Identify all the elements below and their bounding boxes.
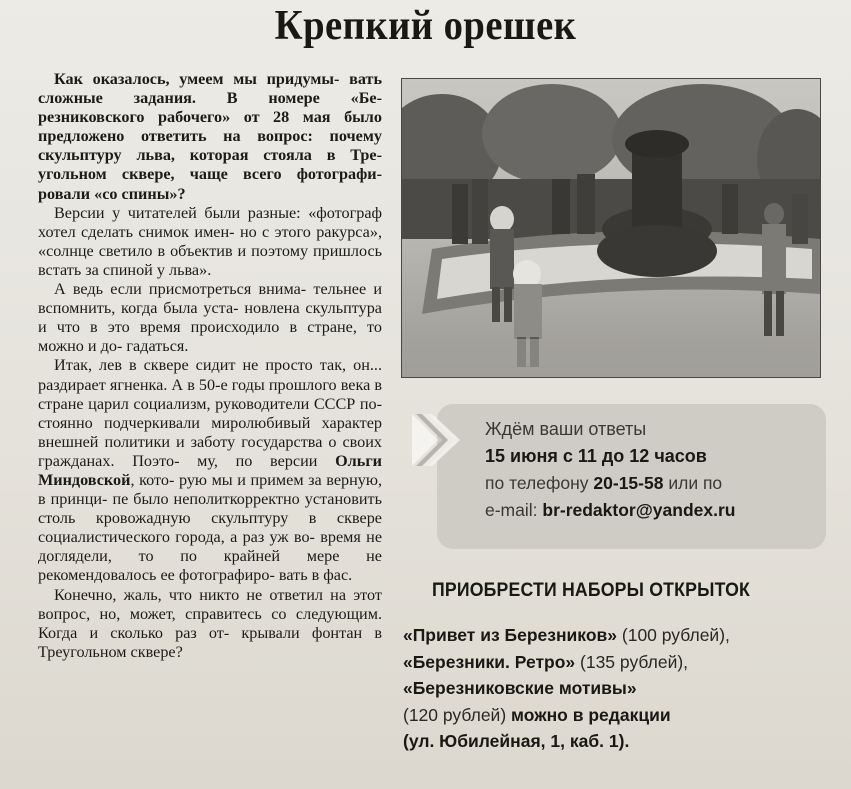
postcards-heading: ПРИОБРЕСТИ НАБОРЫ ОТКРЫТОК: [432, 580, 751, 601]
callout-email-line: [485, 497, 825, 524]
article-title: Крепкий орешек: [274, 3, 577, 49]
postcard-set-price: (100 рублей),: [617, 625, 730, 645]
lead-line: резниковского рабочего» от 28 мая было: [38, 108, 382, 127]
editorial-address: (ул. Юбилейная, 1, каб. 1).: [403, 731, 630, 751]
text-line: Версии у читателей были разные:: [54, 203, 301, 222]
text-line: крывали фонтан в Треугольном сквере?: [38, 623, 382, 661]
text-line: Конечно, жаль, что никто не ответил: [54, 585, 323, 604]
postcard-set-item: [403, 702, 843, 729]
text-line: му, по версии: [197, 451, 336, 470]
text-line: стоянно подчеркивали миролюбивый: [38, 413, 311, 432]
callout-phone-prefix: по телефону: [485, 473, 594, 493]
text-line: государства о своих гражданах. Поэто-: [38, 432, 383, 470]
fountain-photo: [401, 78, 821, 378]
callout-text: [485, 416, 825, 524]
text-line: вать в фас.: [278, 566, 353, 585]
text-line: но с этого ракурса», «солнце светило в: [38, 222, 383, 260]
lead-line: угольном сквере, чаще всего фотографи-: [38, 165, 382, 184]
text-line: спиной у льва».: [102, 260, 212, 279]
postcard-set-name: «Березники. Ретро»: [403, 651, 576, 672]
text-line: рую мы и примем за верную, в принци-: [38, 470, 382, 509]
postcard-set-name: «Березниковские мотивы»: [403, 678, 637, 698]
person-name: Ольги Миндовской: [38, 451, 383, 489]
postcard-set-item: [403, 649, 843, 676]
postcards-text: [403, 622, 843, 755]
postcard-set-price: (120 рублей): [403, 704, 512, 725]
article-lead: [38, 70, 382, 204]
postcard-set-name: «Привет из Березников»: [403, 625, 618, 645]
text-line: Итак, лев в сквере сидит не просто: [54, 356, 313, 375]
text-line: характер внешней политики и заботу: [38, 413, 382, 451]
text-line: гадаться.: [126, 337, 189, 356]
text-line: А ведь если присмотреться внима-: [54, 280, 307, 299]
text-line: происходило в стране, то можно и до-: [38, 318, 383, 356]
text-line: не рекомендовалось ее фотографиро-: [38, 547, 382, 585]
purchase-location: можно в редакции: [511, 704, 671, 725]
postcard-set-item: [403, 622, 843, 649]
fountain-photo-image: [402, 79, 820, 377]
text-line: годы прошлого века в стране царил: [38, 375, 382, 413]
postcard-set-price: (135 рублей),: [575, 651, 689, 672]
text-line: объектив и поэтому пришлось встать за: [38, 241, 383, 279]
callout-phone-line: [485, 470, 825, 497]
text-line: , кото-: [130, 470, 175, 489]
lead-line: вать сложные задания. В номере «Бе-: [38, 70, 383, 108]
text-line: так, он... раздирает ягненка. А в 50-е: [38, 356, 382, 394]
text-line: время не доглядели, то по крайней мере: [38, 528, 383, 566]
postcard-set-item: [403, 675, 843, 702]
article-paragraph: [38, 356, 382, 585]
callout-schedule: 15 июня с 11 до 12 часов: [485, 446, 707, 466]
article-paragraph: [38, 280, 382, 356]
email-address: br-redaktor@yandex.ru: [542, 500, 736, 520]
text-line: на этот вопрос, но, может, справитесь: [38, 585, 382, 623]
lead-line: Как оказалось, умеем мы придумы-: [54, 70, 340, 88]
phone-number: 20-15-58: [593, 473, 664, 493]
text-line: социализм, руководители СССР по-: [133, 394, 382, 413]
lead-line: ровали «со спины»?: [38, 184, 186, 203]
text-line: пе было неполиткорректно установить: [112, 490, 382, 509]
lead-line: скульптуру льва, которая стояла в Тре-: [38, 146, 382, 165]
article-paragraph: [38, 586, 382, 662]
article-paragraph: [38, 204, 382, 280]
text-line: тельнее и вспомнить, когда была уста-: [38, 280, 383, 318]
text-line: социалистического города, а раз уж во-: [38, 528, 315, 547]
text-line: новлена скульптура и что в это время: [38, 299, 382, 337]
text-line: столь кровожадную скульптуру в сквере: [38, 509, 382, 528]
arrow-right-icon: [408, 410, 464, 470]
text-line: со следующим. Когда и сколько раз от-: [38, 604, 383, 642]
text-line: «фотограф хотел сделать снимок имен-: [38, 203, 383, 241]
callout-heading: Ждём ваши ответы: [485, 419, 647, 439]
callout-email-prefix: e-mail:: [485, 500, 543, 520]
callout-phone-suffix: или по: [663, 473, 723, 493]
lead-line: предложено ответить на вопрос: почему: [38, 127, 382, 146]
article-body: [38, 70, 382, 662]
